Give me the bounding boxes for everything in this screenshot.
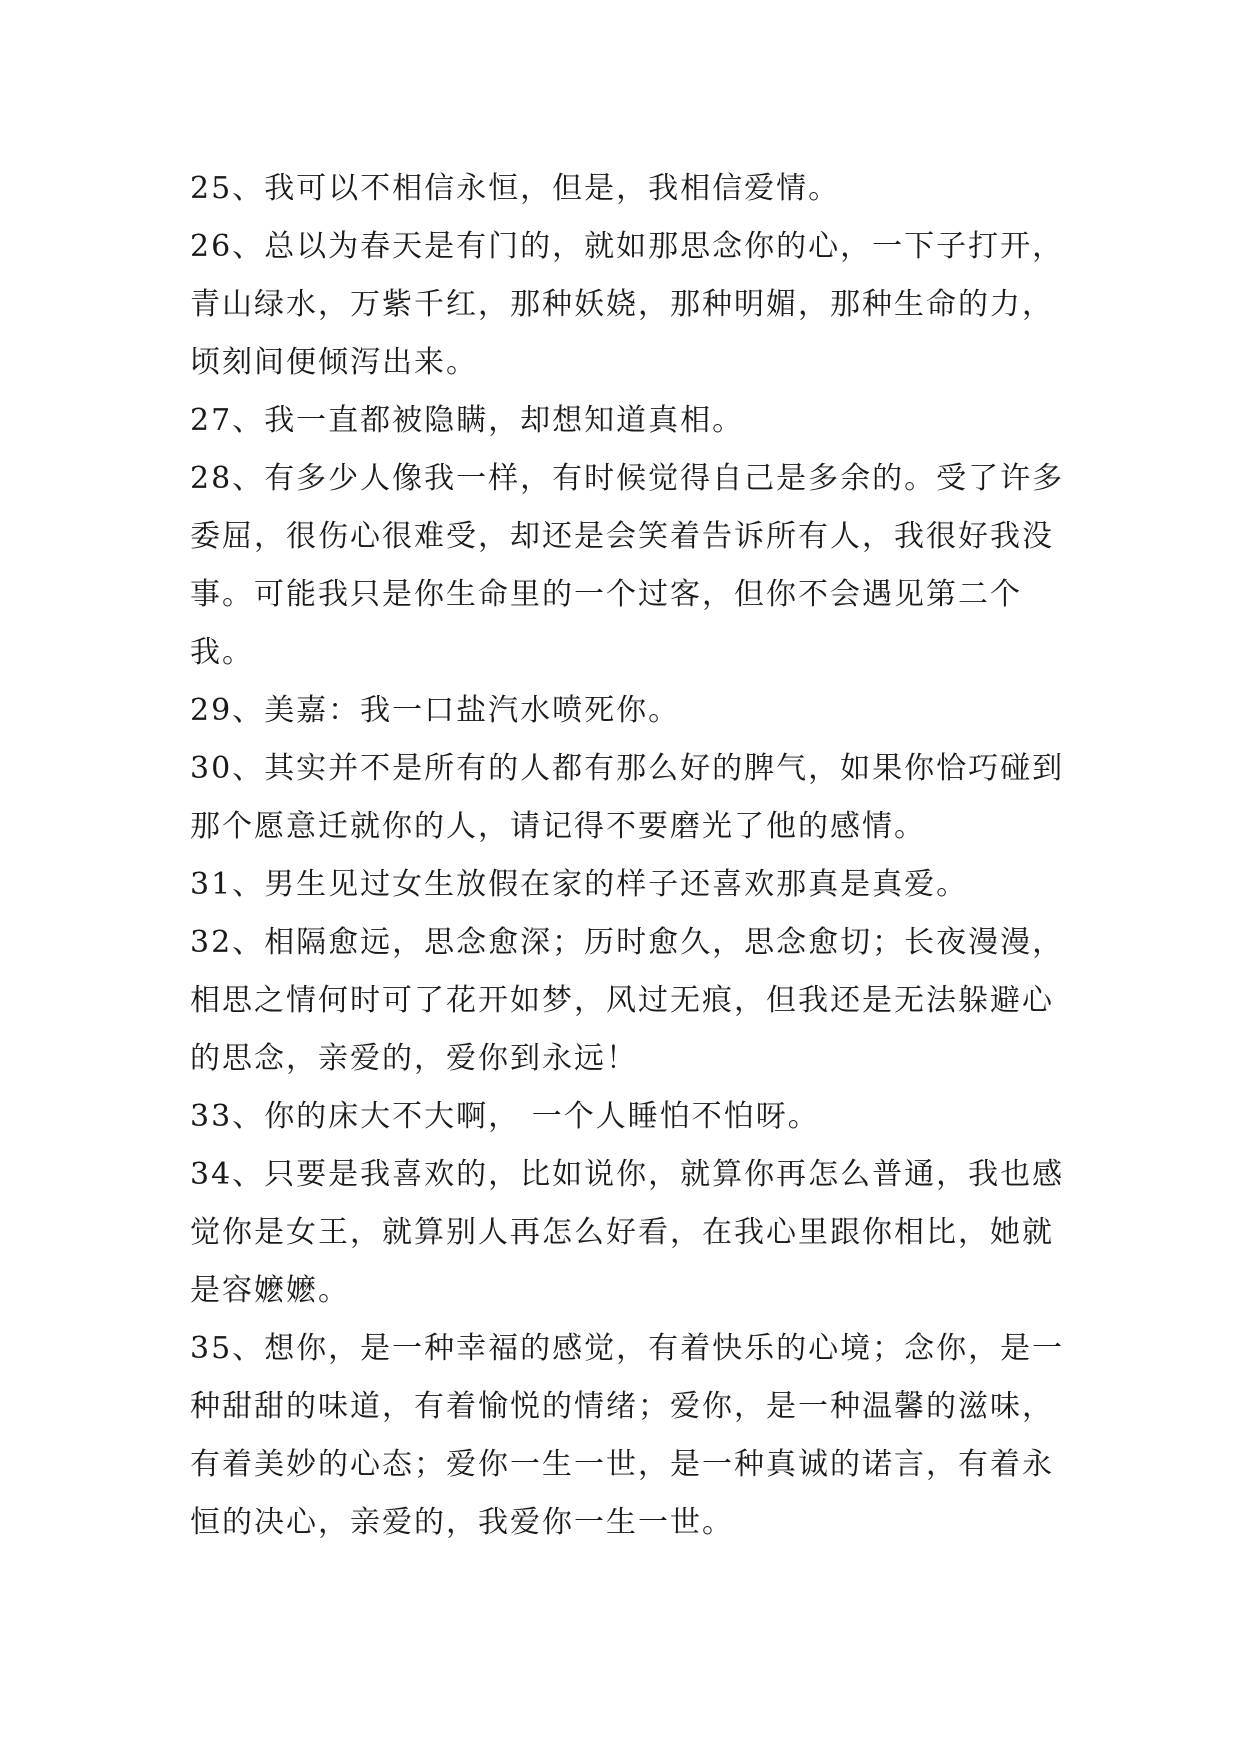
entry-number: 28、 bbox=[190, 461, 265, 496]
list-item bbox=[190, 682, 1070, 740]
list-item bbox=[190, 1146, 1070, 1320]
document-body bbox=[190, 160, 1070, 1552]
entry-number: 32、 bbox=[190, 925, 265, 960]
list-item bbox=[190, 914, 1070, 1088]
list-item bbox=[190, 1088, 1070, 1146]
entry-number: 27、 bbox=[190, 403, 265, 438]
entry-text: 想你，是一种幸福的感觉，有着快乐的心境；念你，是一种甜甜的味道，有着愉悦的情绪；爱你，是一种温馨的滋味，有着美妙的心态；爱你一生一世，是一种真诚的诺言，有着永恒的决心，亲爱的，我爱你一生一世。 bbox=[190, 1331, 1065, 1540]
entry-number: 26、 bbox=[190, 229, 265, 264]
list-item bbox=[190, 218, 1070, 392]
list-item bbox=[190, 160, 1070, 218]
entry-text: 男生见过女生放假在家的样子还喜欢那真是真爱。 bbox=[264, 867, 969, 902]
list-item bbox=[190, 856, 1070, 914]
entry-text: 美嘉：我一口盐汽水喷死你。 bbox=[264, 693, 681, 728]
entry-number: 33、 bbox=[190, 1099, 265, 1134]
entry-number: 35、 bbox=[190, 1331, 265, 1366]
entry-text: 只要是我喜欢的，比如说你，就算你再怎么普通，我也感觉你是女王，就算别人再怎么好看，在我心里跟你相比，她就是容嬷嬷。 bbox=[190, 1157, 1065, 1308]
entry-text: 我可以不相信永恒，但是，我相信爱情。 bbox=[264, 171, 841, 206]
list-item bbox=[190, 450, 1070, 682]
entry-text: 相隔愈远，思念愈深；历时愈久，思念愈切；长夜漫漫，相思之情何时可了花开如梦，风过无痕，但我还是无法躲避心的思念，亲爱的，爱你到永远！ bbox=[190, 925, 1065, 1076]
entry-number: 29、 bbox=[190, 693, 265, 728]
entry-text: 有多少人像我一样，有时候觉得自己是多余的。受了许多委屈，很伤心很难受，却还是会笑着告诉所有人，我很好我没事。可能我只是你生命里的一个过客，但你不会遇见第二个我。 bbox=[190, 461, 1065, 670]
list-item bbox=[190, 1320, 1070, 1552]
entry-text: 总以为春天是有门的，就如那思念你的心，一下子打开，青山绿水，万紫千红，那种妖娆，那种明媚，那种生命的力，顷刻间便倾泻出来。 bbox=[190, 229, 1065, 380]
list-item bbox=[190, 392, 1070, 450]
entry-number: 30、 bbox=[190, 751, 265, 786]
entry-text: 我一直都被隐瞒，却想知道真相。 bbox=[264, 403, 745, 438]
list-item bbox=[190, 740, 1070, 856]
entry-number: 31、 bbox=[190, 867, 265, 902]
entry-number: 34、 bbox=[190, 1157, 265, 1192]
entry-text: 其实并不是所有的人都有那么好的脾气，如果你恰巧碰到那个愿意迁就你的人，请记得不要磨光了他的感情。 bbox=[190, 751, 1065, 844]
entry-text: 你的床大不大啊， 一个人睡怕不怕呀。 bbox=[264, 1099, 820, 1134]
entry-number: 25、 bbox=[190, 171, 265, 206]
